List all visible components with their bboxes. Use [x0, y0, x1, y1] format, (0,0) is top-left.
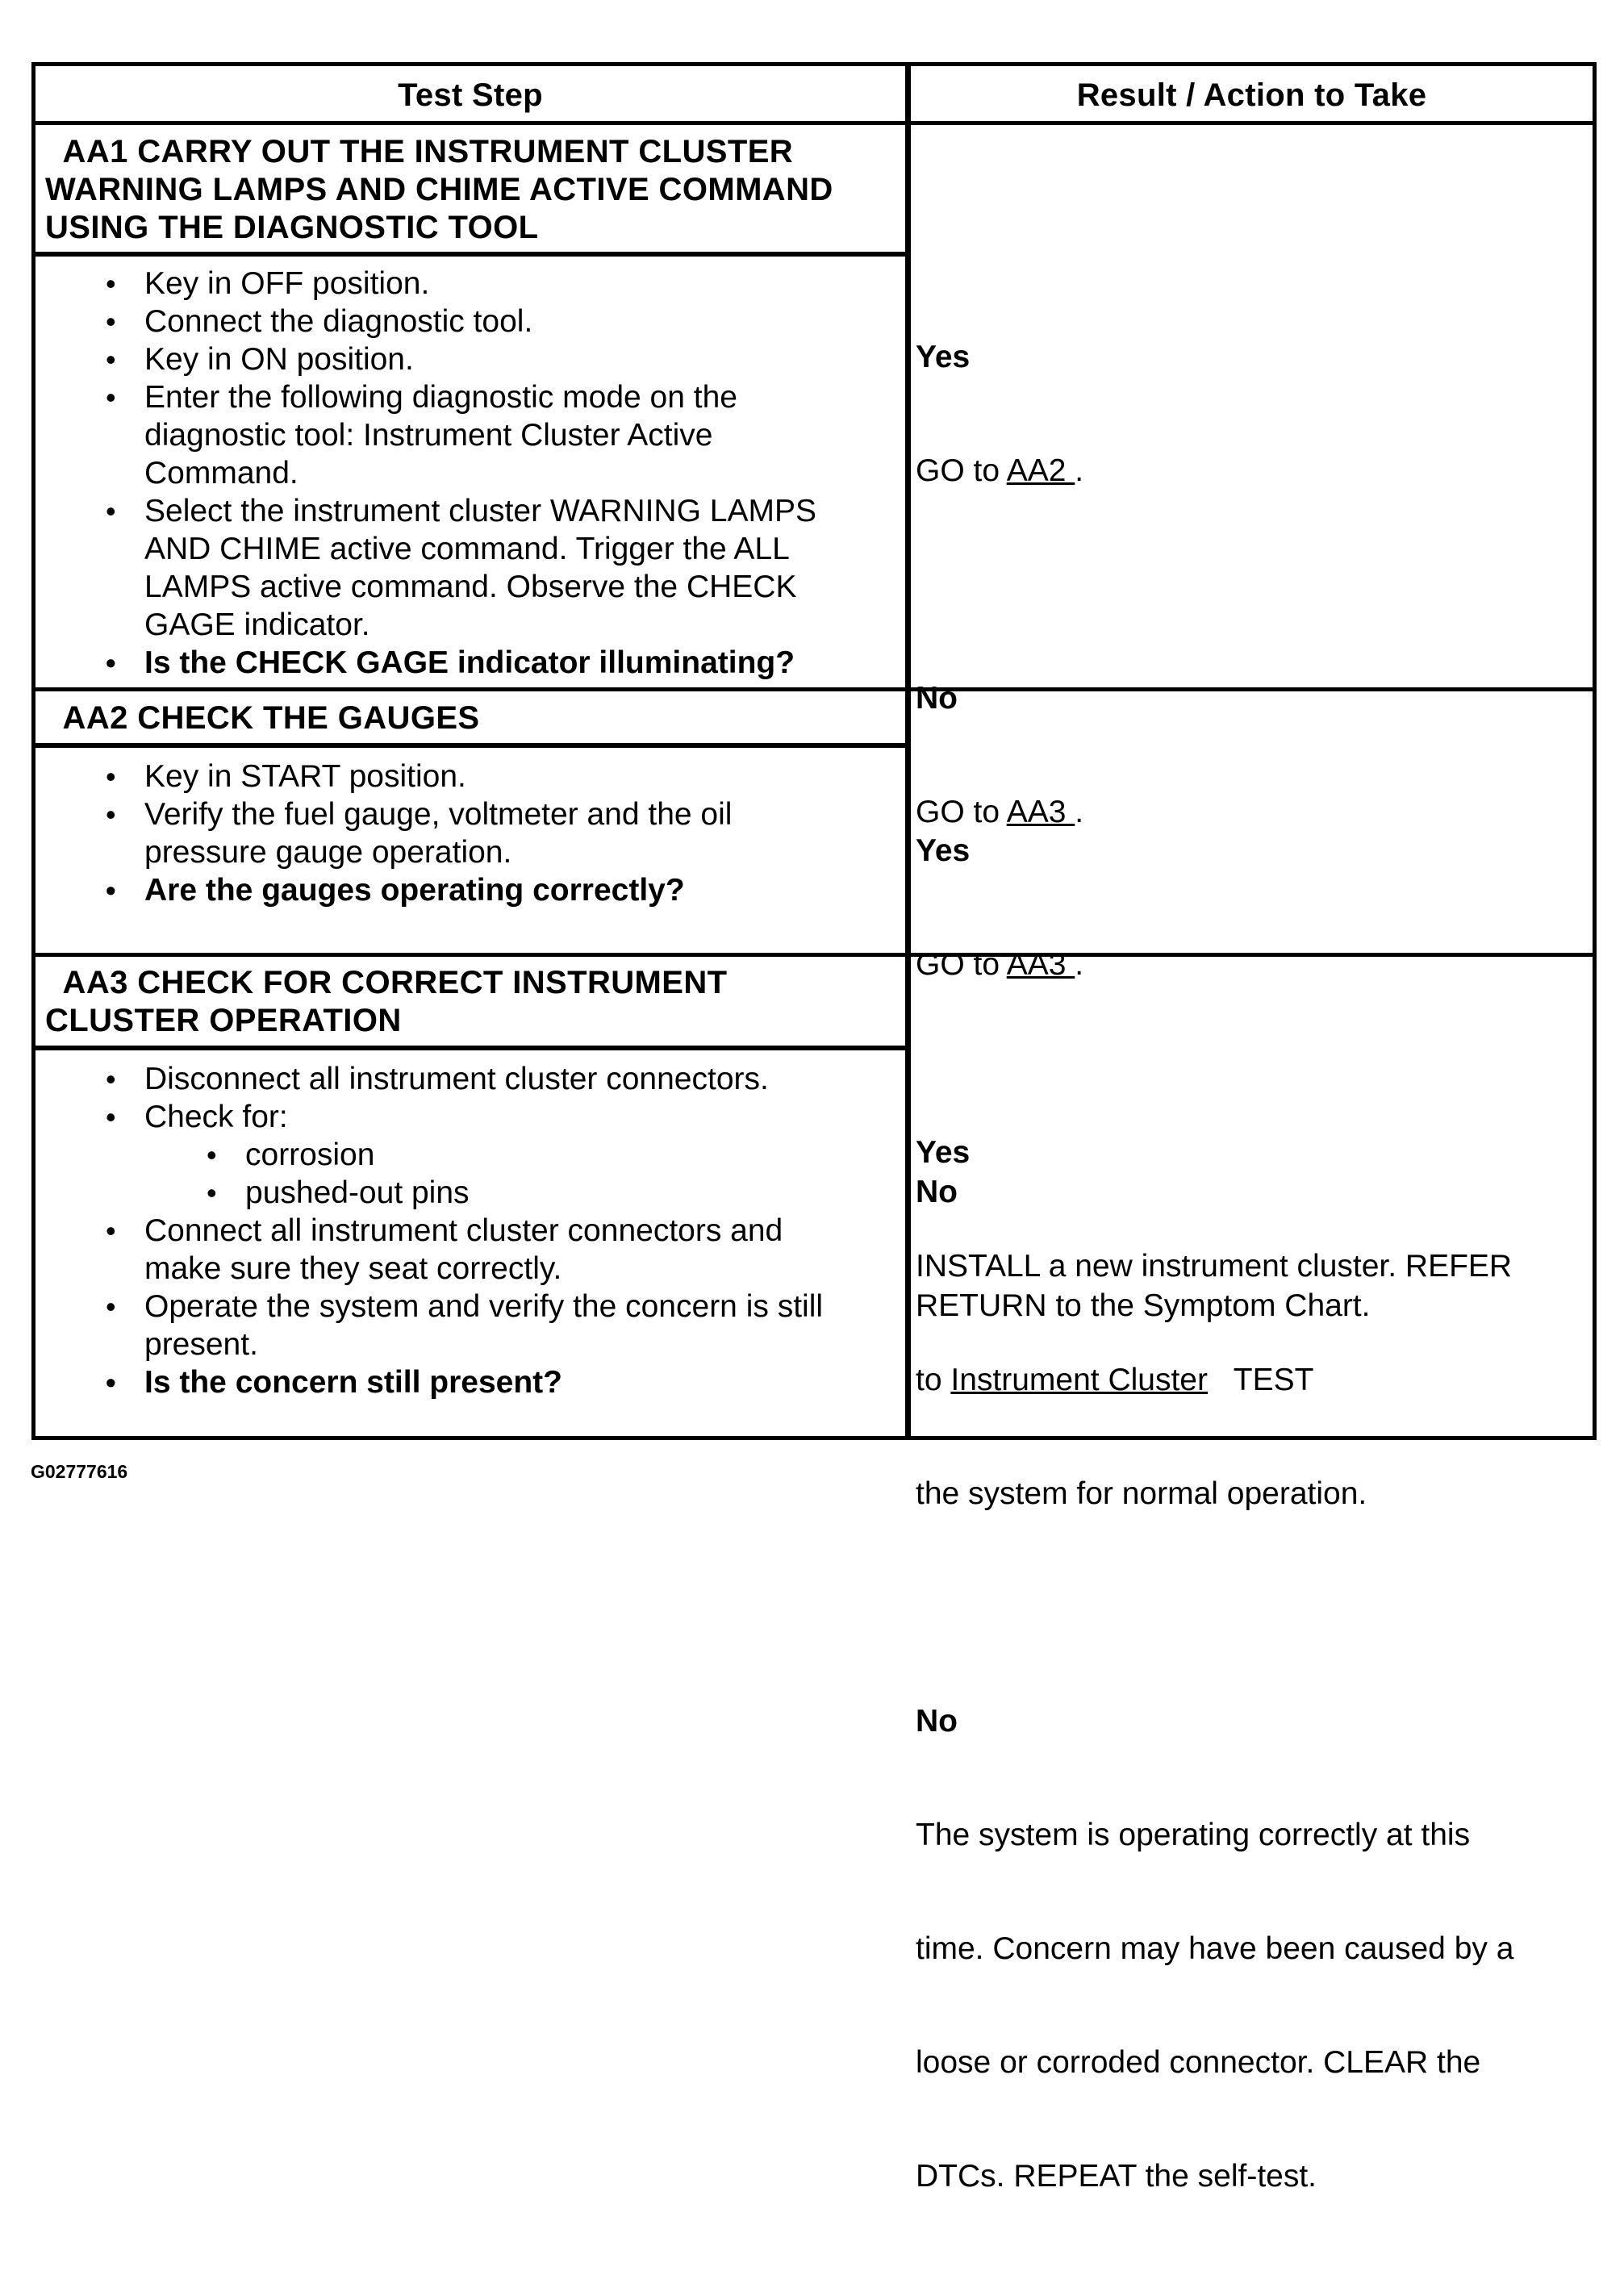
list-item: • Connect the diagnostic tool.	[35, 303, 816, 340]
yes-action-prefix: to	[916, 1363, 951, 1397]
list-item: • Verify the fuel gauge, voltmeter and the oil pressure gauge operation.	[35, 795, 732, 871]
step-aa1-title-line: WARNING LAMPS AND CHIME ACTIVE COMMAND	[45, 172, 833, 207]
no-action-line: loose or corroded connector. CLEAR the	[916, 2045, 1481, 2080]
step-aa3-question: • Is the concern still present?	[35, 1363, 823, 1401]
no-action-line: DTCs. REPEAT the self-test.	[916, 2159, 1317, 2194]
yes-label: Yes	[916, 340, 971, 374]
no-action-suffix: .	[1075, 795, 1084, 829]
figure-id: G02777616	[31, 1461, 128, 1482]
yes-action	[916, 946, 1370, 983]
column-divider	[905, 62, 911, 1440]
step-aa3-result	[916, 1058, 1513, 2271]
yes-action-suffix: .	[1075, 453, 1084, 488]
test-step-header: Test Step	[398, 77, 543, 113]
step-aa1-title-line: AA1 CARRY OUT THE INSTRUMENT CLUSTER	[45, 134, 794, 169]
step-aa3-title	[45, 964, 727, 1040]
yes-label: Yes	[916, 1135, 971, 1170]
list-item: • Connect all instrument cluster connectors and make sure they seat correctly.	[35, 1212, 823, 1288]
step-aa3-title-line: AA3 CHECK FOR CORRECT INSTRUMENT	[45, 965, 728, 1000]
link-aa3[interactable]: AA3	[1006, 795, 1075, 829]
step-aa3-procedure	[35, 1060, 823, 1401]
sub-list-item: • pushed-out pins	[35, 1174, 823, 1212]
no-label: No	[916, 681, 958, 716]
yes-action-text: GO to	[916, 947, 1007, 982]
aa1-title-rule	[31, 252, 907, 257]
link-aa2[interactable]: AA2	[1006, 453, 1075, 488]
no-action: RETURN to the Symptom Chart.	[916, 1288, 1371, 1323]
header-rule	[31, 121, 1597, 125]
aa1-end-rule	[31, 687, 1597, 691]
yes-label: Yes	[916, 833, 971, 868]
result-action-header: Result / Action to Take	[1076, 77, 1427, 113]
no-action-text: GO to	[916, 795, 1007, 829]
step-aa3-title-line: CLUSTER OPERATION	[45, 1003, 402, 1038]
list-item: • Key in OFF position.	[35, 265, 816, 303]
yes-action-suffix: .	[1075, 947, 1084, 982]
step-aa1-question: • Is the CHECK GAGE indicator illuminating?	[35, 644, 816, 682]
list-item: • Check for:	[35, 1098, 823, 1136]
step-aa2-title-line: AA2 CHECK THE GAUGES	[45, 700, 480, 736]
step-aa1-title-line: USING THE DIAGNOSTIC TOOL	[45, 210, 539, 245]
link-aa3[interactable]: AA3	[1006, 947, 1075, 982]
link-instrument-cluster[interactable]: Instrument Cluster	[950, 1363, 1208, 1397]
list-item: • Disconnect all instrument cluster connectors.	[35, 1060, 823, 1098]
yes-action-line	[916, 1361, 1513, 1399]
step-aa1-title	[45, 133, 833, 247]
list-item: • Key in START position.	[35, 758, 732, 795]
list-item: • Key in ON position.	[35, 340, 816, 378]
step-aa2-question: • Are the gauges operating correctly?	[35, 871, 732, 909]
list-item: • Select the instrument cluster WARNING LAMPS AND CHIME active command. Trigger the ALL LAMPS active command. Observe the CHECK GAGE indicator.	[35, 492, 816, 644]
yes-action-suffix: TEST	[1207, 1363, 1314, 1397]
no-action-line: The system is operating correctly at this	[916, 1818, 1471, 1852]
step-aa2-procedure	[35, 758, 732, 909]
yes-action-line: INSTALL a new instrument cluster. REFER	[916, 1249, 1513, 1284]
sub-list-item: • corrosion	[35, 1136, 823, 1174]
step-aa1-procedure	[35, 265, 816, 682]
yes-action	[916, 452, 1083, 490]
aa3-title-rule	[31, 1046, 907, 1050]
list-item: • Enter the following diagnostic mode on the diagnostic tool: Instrument Cluster Active Command.	[35, 378, 816, 492]
step-aa2-title	[45, 699, 480, 737]
no-action-line: time. Concern may have been caused by a	[916, 1931, 1514, 1966]
list-item: • Operate the system and verify the concern is still present.	[35, 1288, 823, 1363]
aa2-title-rule	[31, 743, 907, 748]
yes-action-text: GO to	[916, 453, 1007, 488]
no-label: No	[916, 1704, 958, 1739]
yes-action-line: the system for normal operation.	[916, 1476, 1367, 1511]
no-label: No	[916, 1175, 958, 1209]
